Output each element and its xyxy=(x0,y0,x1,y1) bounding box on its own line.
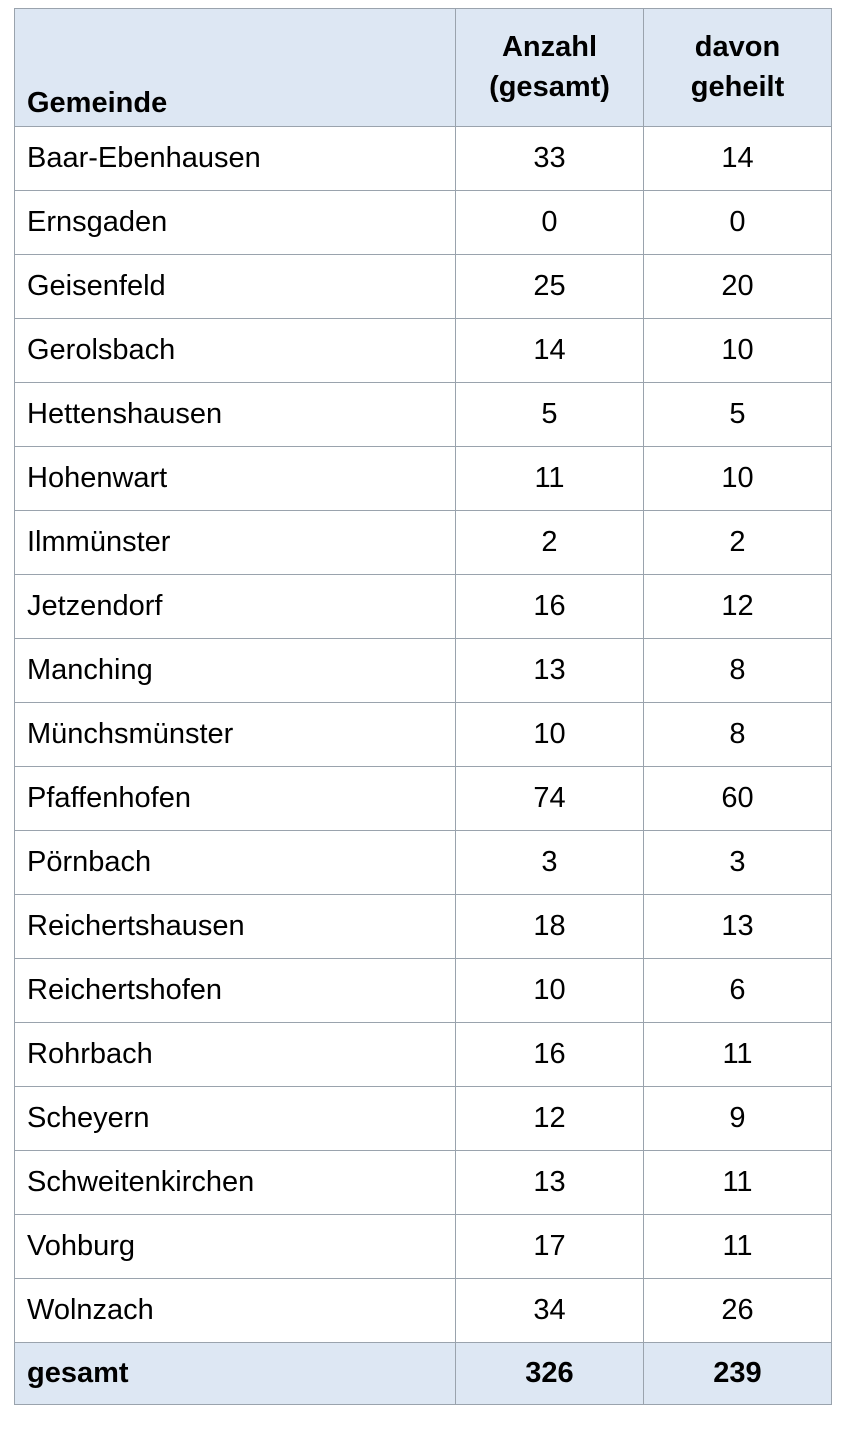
cell-gemeinde: Hettenshausen xyxy=(15,383,456,447)
total-anzahl: 326 xyxy=(456,1343,644,1405)
table-footer xyxy=(15,1343,832,1405)
total-row xyxy=(15,1343,832,1405)
cell-cured: 11 xyxy=(644,1215,832,1279)
cell-total: 25 xyxy=(456,255,644,319)
cell-total: 14 xyxy=(456,319,644,383)
column-header-davon-geheilt xyxy=(644,9,832,127)
cell-total: 74 xyxy=(456,767,644,831)
table-row xyxy=(15,255,832,319)
cell-cured: 10 xyxy=(644,319,832,383)
table-row xyxy=(15,959,832,1023)
cell-total: 17 xyxy=(456,1215,644,1279)
cell-gemeinde: Hohenwart xyxy=(15,447,456,511)
cell-gemeinde: Pfaffenhofen xyxy=(15,767,456,831)
cell-total: 0 xyxy=(456,191,644,255)
cell-cured: 20 xyxy=(644,255,832,319)
column-header-gemeinde: Gemeinde xyxy=(15,9,456,127)
cell-cured: 11 xyxy=(644,1151,832,1215)
cell-gemeinde: Reichertshofen xyxy=(15,959,456,1023)
cell-gemeinde: Schweitenkirchen xyxy=(15,1151,456,1215)
cell-gemeinde: Rohrbach xyxy=(15,1023,456,1087)
table-row xyxy=(15,1087,832,1151)
cell-total: 10 xyxy=(456,959,644,1023)
cell-gemeinde: Baar-Ebenhausen xyxy=(15,127,456,191)
column-header-anzahl-gesamt xyxy=(456,9,644,127)
cell-gemeinde: Ilmmünster xyxy=(15,511,456,575)
cell-gemeinde: Jetzendorf xyxy=(15,575,456,639)
cell-total: 34 xyxy=(456,1279,644,1343)
municipality-case-table xyxy=(14,8,832,1405)
table-header xyxy=(15,9,832,127)
header-row xyxy=(15,9,832,127)
total-geheilt: 239 xyxy=(644,1343,832,1405)
cell-total: 5 xyxy=(456,383,644,447)
cell-total: 13 xyxy=(456,639,644,703)
cell-cured: 13 xyxy=(644,895,832,959)
table-row xyxy=(15,1023,832,1087)
cell-total: 10 xyxy=(456,703,644,767)
table-row xyxy=(15,1215,832,1279)
table-row xyxy=(15,383,832,447)
cell-total: 16 xyxy=(456,1023,644,1087)
cell-gemeinde: Vohburg xyxy=(15,1215,456,1279)
cell-gemeinde: Ernsgaden xyxy=(15,191,456,255)
cell-gemeinde: Reichertshausen xyxy=(15,895,456,959)
cell-cured: 60 xyxy=(644,767,832,831)
cell-total: 3 xyxy=(456,831,644,895)
cell-total: 13 xyxy=(456,1151,644,1215)
table-row xyxy=(15,703,832,767)
cell-cured: 11 xyxy=(644,1023,832,1087)
cell-gemeinde: Gerolsbach xyxy=(15,319,456,383)
total-label: gesamt xyxy=(15,1343,456,1405)
table-row xyxy=(15,831,832,895)
column-header-anzahl-line1: Anzahl xyxy=(501,31,598,64)
column-header-geheilt-line1: davon xyxy=(694,31,781,64)
cell-gemeinde: Geisenfeld xyxy=(15,255,456,319)
cell-total: 12 xyxy=(456,1087,644,1151)
cell-gemeinde: Scheyern xyxy=(15,1087,456,1151)
cell-total: 18 xyxy=(456,895,644,959)
table-row xyxy=(15,1151,832,1215)
table-body xyxy=(15,127,832,1343)
table-row xyxy=(15,1279,832,1343)
table-row xyxy=(15,639,832,703)
cell-total: 11 xyxy=(456,447,644,511)
cell-cured: 6 xyxy=(644,959,832,1023)
cell-cured: 2 xyxy=(644,511,832,575)
cell-gemeinde: Pörnbach xyxy=(15,831,456,895)
table-row xyxy=(15,767,832,831)
cell-cured: 0 xyxy=(644,191,832,255)
table-row xyxy=(15,895,832,959)
cell-cured: 14 xyxy=(644,127,832,191)
cell-total: 2 xyxy=(456,511,644,575)
cell-cured: 10 xyxy=(644,447,832,511)
column-header-anzahl-line2: (gesamt) xyxy=(489,70,610,103)
cell-gemeinde: Münchsmünster xyxy=(15,703,456,767)
cell-cured: 8 xyxy=(644,639,832,703)
table-row xyxy=(15,191,832,255)
cell-cured: 9 xyxy=(644,1087,832,1151)
cell-cured: 5 xyxy=(644,383,832,447)
table-row xyxy=(15,319,832,383)
table-row xyxy=(15,447,832,511)
cell-cured: 12 xyxy=(644,575,832,639)
cell-total: 16 xyxy=(456,575,644,639)
table-row xyxy=(15,511,832,575)
cell-total: 33 xyxy=(456,127,644,191)
cell-gemeinde: Wolnzach xyxy=(15,1279,456,1343)
table-row xyxy=(15,127,832,191)
cell-cured: 26 xyxy=(644,1279,832,1343)
table-row xyxy=(15,575,832,639)
cell-cured: 3 xyxy=(644,831,832,895)
column-header-geheilt-line2: geheilt xyxy=(690,70,785,103)
cell-cured: 8 xyxy=(644,703,832,767)
cell-gemeinde: Manching xyxy=(15,639,456,703)
